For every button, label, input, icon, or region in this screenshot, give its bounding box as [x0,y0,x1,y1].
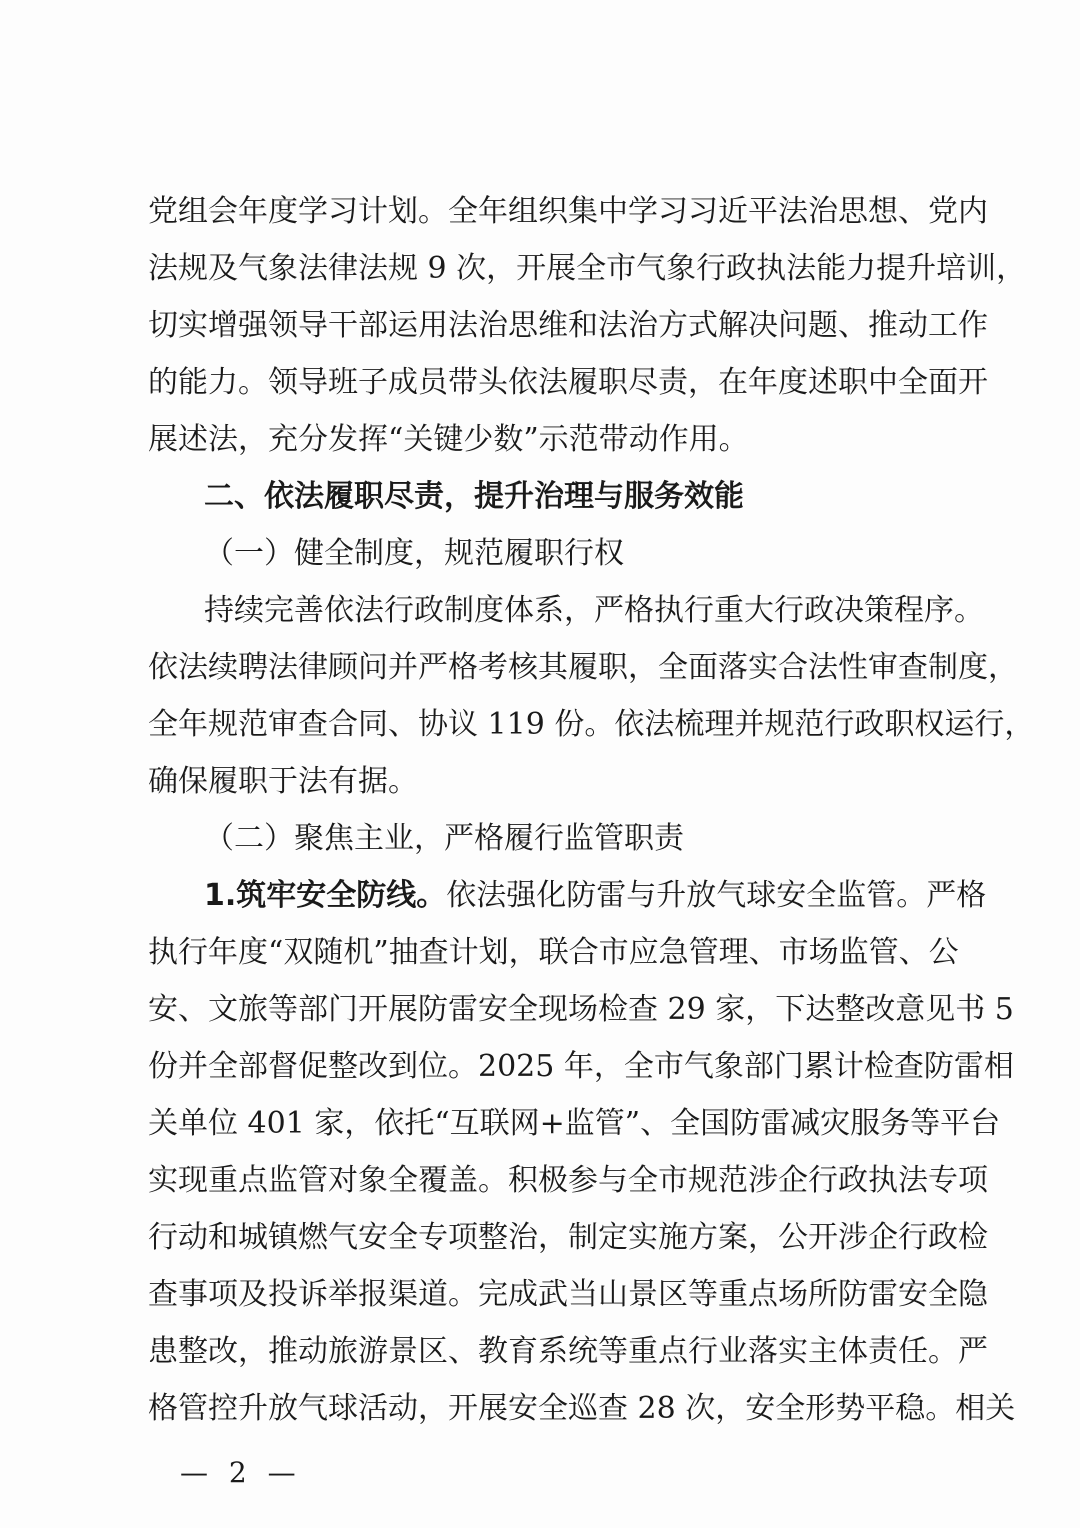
paragraph-line: 确保履职于法有据。 [148,764,418,799]
paragraph-line: 持续完善依法行政制度体系，严格执行重大行政决策程序。 [204,593,984,628]
paragraph-line: 安、文旅等部门开展防雷安全现场检查 29 家，下达整改意见书 5 [148,992,1014,1027]
paragraph-line: 全年规范审查合同、协议 119 份。依法梳理并规范行政职权运行， [148,707,1035,742]
paragraph-line: 关单位 401 家，依托“互联网+监管”、全国防雷减灾服务等平台 [148,1106,1001,1141]
paragraph-line: 患整改，推动旅游景区、教育系统等重点行业落实主体责任。严 [148,1334,988,1369]
subsection-heading: （二）聚焦主业，严格履行监管职责 [204,821,684,856]
paragraph-line: 展述法，充分发挥“关键少数”示范带动作用。 [148,422,749,457]
paragraph-line: 法规及气象法律法规 9 次，开展全市气象行政执法能力提升培训， [148,251,1027,286]
paragraph-line: 党组会年度学习计划。全年组织集中学习习近平法治思想、党内 [148,194,988,229]
item-lead: 1.筑牢安全防线。 [204,878,447,913]
paragraph-line: 执行年度“双随机”抽查计划，联合市应急管理、市场监管、公 [148,935,959,970]
paragraph-line: 依法续聘法律顾问并严格考核其履职，全面落实合法性审查制度， [148,650,1018,685]
paragraph-line: 行动和城镇燃气安全专项整治，制定实施方案，公开涉企行政检 [148,1220,988,1255]
paragraph-line: 的能力。领导班子成员带头依法履职尽责，在年度述职中全面开 [148,365,988,400]
page-number: — 2 — [180,1456,302,1489]
paragraph-line: 查事项及投诉举报渠道。完成武当山景区等重点场所防雷安全隐 [148,1277,988,1312]
item-text: 依法强化防雷与升放气球安全监管。严格 [446,878,987,913]
subsection-heading: （一）健全制度，规范履职行权 [204,536,624,571]
paragraph-line: 格管控升放气球活动，开展安全巡查 28 次，安全形势平稳。相关 [148,1391,1016,1426]
paragraph-line [204,876,987,916]
paragraph-line: 份并全部督促整改到位。2025 年，全市气象部门累计检查防雷相 [148,1049,1014,1084]
paragraph-line: 切实增强领导干部运用法治思维和法治方式解决问题、推动工作 [148,308,988,343]
paragraph-line: 实现重点监管对象全覆盖。积极参与全市规范涉企行政执法专项 [148,1163,988,1198]
section-heading: 二、依法履职尽责，提升治理与服务效能 [204,479,744,514]
